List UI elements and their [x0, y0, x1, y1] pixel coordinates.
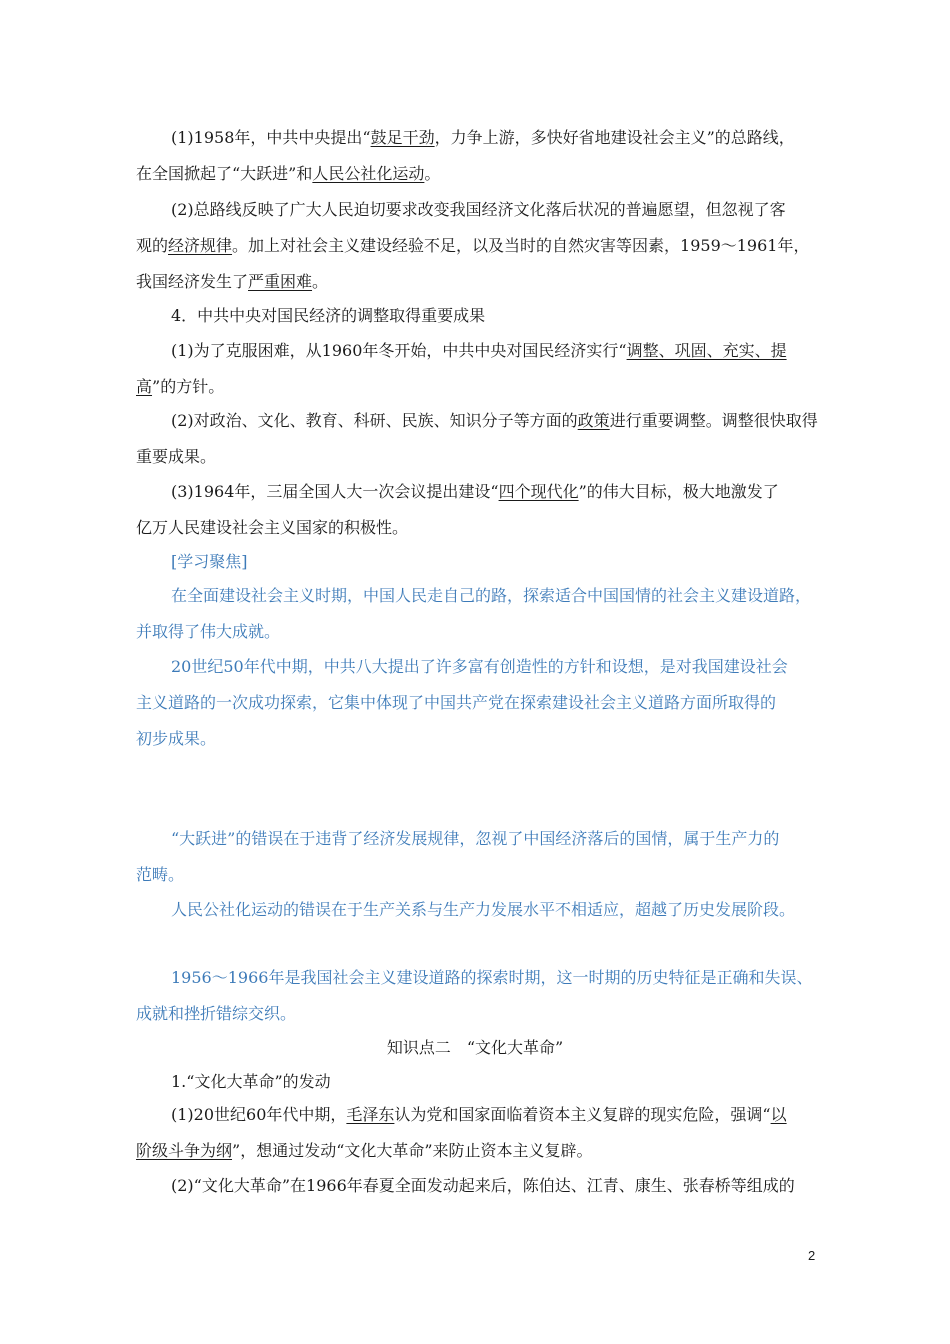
focus-text: 20世纪50年代中期，中共八大提出了许多富有创造性的方针和设想，是对我国建设社会 — [171, 657, 788, 676]
focus-label: [学习聚焦] — [171, 552, 248, 571]
text: 在全国掀起了“大跃进”和 — [136, 164, 313, 183]
paragraph-line — [171, 128, 795, 148]
paragraph-line: (2)总路线反映了广大人民迫切要求改变我国经济文化落后状况的普遍愿望，但忽视了客 — [171, 200, 786, 219]
paragraph-line — [136, 377, 224, 397]
paragraph-line — [171, 411, 818, 431]
text: (3)1964年，三届全国人大一次会议提出建设“ — [171, 482, 499, 501]
underlined-term: 经济规律 — [168, 236, 233, 255]
text: (2)对政治、文化、教育、科研、民族、知识分子等方面的 — [171, 411, 578, 430]
text: 。 — [312, 272, 329, 291]
underlined-term: 严重困难 — [248, 272, 313, 291]
underlined-term: 四个现代化 — [498, 482, 579, 501]
underlined-term: 鼓足干劲 — [370, 128, 435, 147]
text: (1)20世纪60年代中期， — [171, 1105, 347, 1124]
paragraph-line — [136, 236, 809, 256]
underlined-term: 人民公社化运动 — [312, 164, 425, 183]
paragraph-line: (2)“文化大革命”在1966年春夏全面发动起来后，陈伯达、江青、康生、张春桥等组成的 — [171, 1176, 795, 1195]
paragraph-line — [171, 341, 787, 361]
text: 。 — [424, 164, 441, 183]
text: 进行重要调整。调整很快取得 — [609, 411, 818, 430]
focus-text: 1956～1966年是我国社会主义建设道路的探索时期，这一时期的历史特征是正确和失误、 — [171, 968, 813, 987]
text: ，力争上游，多快好省地建设社会主义”的总路线， — [434, 128, 795, 147]
subheading: 1.“文化大革命”的发动 — [171, 1072, 331, 1091]
text: 我国经济发生了 — [136, 272, 249, 291]
underlined-term: 高 — [136, 377, 153, 396]
focus-text: 初步成果。 — [136, 729, 217, 748]
focus-text: 范畴。 — [136, 865, 185, 884]
text: 观的 — [136, 236, 169, 255]
paragraph-line — [136, 272, 328, 292]
text: 认为党和国家面临着资本主义复辟的现实危险，强调“ — [394, 1105, 771, 1124]
page-number: 2 — [808, 1248, 816, 1263]
underlined-term: 以 — [770, 1105, 787, 1124]
subheading: 4．中共中央对国民经济的调整取得重要成果 — [171, 306, 486, 325]
focus-text: 成就和挫折错综交织。 — [136, 1004, 297, 1023]
text: ”的伟大目标，极大地激发了 — [578, 482, 779, 501]
underlined-term: 阶级斗争为纲 — [136, 1141, 233, 1160]
paragraph-line: 重要成果。 — [136, 447, 217, 466]
focus-text: 人民公社化运动的错误在于生产关系与生产力发展水平不相适应，超越了历史发展阶段。 — [171, 900, 796, 919]
focus-text: “大跃进”的错误在于违背了经济发展规律，忽视了中国经济落后的国情，属于生产力的 — [171, 829, 780, 848]
text: ”，想通过发动“文化大革命”来防止资本主义复辟。 — [232, 1141, 593, 1160]
underlined-term: 毛泽东 — [346, 1105, 395, 1124]
focus-text: 主义道路的一次成功探索，它集中体现了中国共产党在探索建设社会主义道路方面所取得的 — [136, 693, 777, 712]
focus-text: 在全面建设社会主义时期，中国人民走自己的路，探索适合中国国情的社会主义建设道路， — [171, 586, 812, 605]
underlined-term: 政策 — [577, 411, 610, 430]
section-title: 知识点二 “文化大革命” — [386, 1038, 564, 1057]
focus-text: 并取得了伟大成就。 — [136, 622, 281, 641]
paragraph-line — [171, 1105, 787, 1125]
paragraph-line — [136, 1141, 593, 1161]
text: 。加上对社会主义建设经验不足，以及当时的自然灾害等因素，1959～1961年， — [232, 236, 810, 255]
paragraph-line — [171, 482, 779, 502]
text: (1)为了克服困难，从1960年冬开始，中共中央对国民经济实行“ — [171, 341, 627, 360]
paragraph-line — [136, 164, 440, 184]
paragraph-line: 亿万人民建设社会主义国家的积极性。 — [136, 518, 409, 537]
text: (1)1958年，中共中央提出“ — [171, 128, 371, 147]
underlined-term: 调整、巩固、充实、提 — [626, 341, 787, 360]
text: ”的方针。 — [152, 377, 225, 396]
